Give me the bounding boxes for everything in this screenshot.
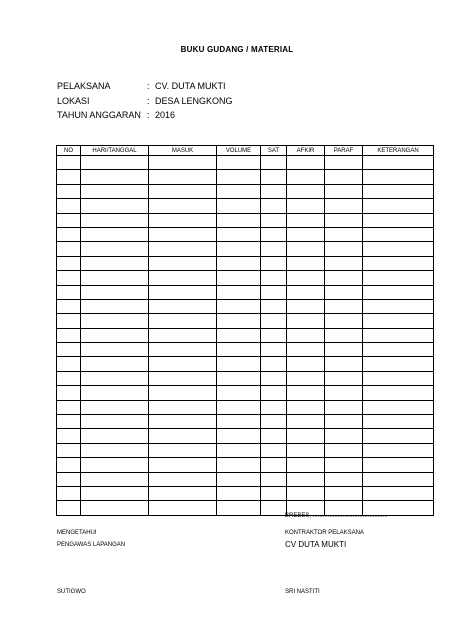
table-cell bbox=[363, 314, 434, 328]
table-cell bbox=[57, 343, 81, 357]
table-cell bbox=[363, 242, 434, 256]
table-cell bbox=[287, 357, 325, 371]
table-cell bbox=[149, 486, 217, 500]
table-cell bbox=[217, 357, 261, 371]
table-cell bbox=[363, 299, 434, 313]
table-cell bbox=[81, 472, 149, 486]
approver-role: MENGETAHUI bbox=[57, 530, 97, 536]
table-row bbox=[57, 458, 434, 472]
table-cell bbox=[287, 285, 325, 299]
header-row bbox=[57, 146, 434, 156]
table-cell bbox=[57, 299, 81, 313]
table-row bbox=[57, 371, 434, 385]
table-row bbox=[57, 328, 434, 342]
table-cell bbox=[217, 156, 261, 170]
contractor-name: SRI NASTITI bbox=[285, 589, 320, 595]
table-cell bbox=[325, 314, 363, 328]
table-cell bbox=[81, 371, 149, 385]
table-cell bbox=[81, 328, 149, 342]
table-row bbox=[57, 299, 434, 313]
table-cell bbox=[81, 400, 149, 414]
table-cell bbox=[57, 213, 81, 227]
table-cell bbox=[325, 227, 363, 241]
table-cell bbox=[149, 184, 217, 198]
table-cell bbox=[149, 443, 217, 457]
table-cell bbox=[57, 458, 81, 472]
table-row bbox=[57, 184, 434, 198]
column-header-hari-tanggal: HARI/TANGGAL bbox=[81, 146, 149, 156]
table-cell bbox=[81, 501, 149, 515]
table-cell bbox=[363, 343, 434, 357]
table-cell bbox=[149, 199, 217, 213]
table-cell bbox=[149, 386, 217, 400]
table-cell bbox=[261, 415, 287, 429]
table-cell bbox=[325, 256, 363, 270]
approver-title: PENGAWAS LAPANGAN bbox=[57, 542, 126, 548]
info-separator: : bbox=[147, 110, 150, 120]
table-cell bbox=[325, 472, 363, 486]
table-cell bbox=[261, 213, 287, 227]
table-cell bbox=[325, 285, 363, 299]
info-row-pelaksana bbox=[57, 79, 233, 94]
table-cell bbox=[57, 314, 81, 328]
table-cell bbox=[325, 400, 363, 414]
table-cell bbox=[261, 357, 287, 371]
table-cell bbox=[149, 429, 217, 443]
table-cell bbox=[287, 314, 325, 328]
table-cell bbox=[363, 371, 434, 385]
table-cell bbox=[81, 314, 149, 328]
table-cell bbox=[287, 371, 325, 385]
table-cell bbox=[217, 199, 261, 213]
table-cell bbox=[149, 357, 217, 371]
table-cell bbox=[81, 184, 149, 198]
info-label: TAHUN ANGGARAN bbox=[57, 110, 141, 120]
table-cell bbox=[149, 256, 217, 270]
table-cell bbox=[81, 386, 149, 400]
table-cell bbox=[287, 343, 325, 357]
contractor-role: KONTRAKTOR PELAKSANA bbox=[285, 530, 364, 536]
table-cell bbox=[217, 429, 261, 443]
table-cell bbox=[57, 242, 81, 256]
table-row bbox=[57, 386, 434, 400]
table-row bbox=[57, 271, 434, 285]
table-row bbox=[57, 199, 434, 213]
table-row bbox=[57, 314, 434, 328]
table-cell bbox=[287, 256, 325, 270]
table-cell bbox=[57, 271, 81, 285]
table-cell bbox=[261, 156, 287, 170]
table-cell bbox=[363, 357, 434, 371]
table-row bbox=[57, 472, 434, 486]
table-cell bbox=[287, 271, 325, 285]
table-cell bbox=[81, 199, 149, 213]
table-cell bbox=[149, 271, 217, 285]
table-cell bbox=[287, 184, 325, 198]
table-cell bbox=[149, 156, 217, 170]
table-cell bbox=[287, 429, 325, 443]
table-cell bbox=[149, 227, 217, 241]
table-cell bbox=[149, 170, 217, 184]
table-cell bbox=[57, 170, 81, 184]
table-cell bbox=[325, 443, 363, 457]
table-cell bbox=[217, 371, 261, 385]
table-cell bbox=[261, 472, 287, 486]
material-ledger-table bbox=[56, 145, 434, 516]
table-cell bbox=[81, 156, 149, 170]
table-cell bbox=[149, 242, 217, 256]
table-cell bbox=[217, 271, 261, 285]
table-cell bbox=[363, 443, 434, 457]
table-cell bbox=[325, 271, 363, 285]
approver-name: SUTIGWO bbox=[57, 589, 86, 595]
table-cell bbox=[325, 299, 363, 313]
table-cell bbox=[81, 170, 149, 184]
table-cell bbox=[81, 486, 149, 500]
table-cell bbox=[325, 415, 363, 429]
table-cell bbox=[57, 184, 81, 198]
table-cell bbox=[287, 486, 325, 500]
table-cell bbox=[261, 314, 287, 328]
table-cell bbox=[149, 343, 217, 357]
info-separator: : bbox=[147, 81, 150, 91]
table-cell bbox=[287, 170, 325, 184]
column-header-no: NO bbox=[57, 146, 81, 156]
table-cell bbox=[57, 415, 81, 429]
table-cell bbox=[261, 501, 287, 515]
table-cell bbox=[217, 415, 261, 429]
table-cell bbox=[57, 328, 81, 342]
table-cell bbox=[287, 400, 325, 414]
table-cell bbox=[81, 271, 149, 285]
column-header-paraf: PARAF bbox=[325, 146, 363, 156]
table-row bbox=[57, 486, 434, 500]
table-cell bbox=[217, 386, 261, 400]
table-cell bbox=[287, 458, 325, 472]
table-cell bbox=[57, 285, 81, 299]
table-cell bbox=[363, 170, 434, 184]
table-cell bbox=[57, 400, 81, 414]
project-info bbox=[57, 79, 233, 123]
table-cell bbox=[363, 458, 434, 472]
table-cell bbox=[261, 443, 287, 457]
table-row bbox=[57, 357, 434, 371]
table-cell bbox=[325, 486, 363, 500]
table-cell bbox=[57, 156, 81, 170]
table-cell bbox=[363, 472, 434, 486]
table-cell bbox=[149, 328, 217, 342]
info-label: PELAKSANA bbox=[57, 81, 111, 91]
table-cell bbox=[81, 299, 149, 313]
table-cell bbox=[261, 299, 287, 313]
table-cell bbox=[81, 256, 149, 270]
table-cell bbox=[261, 184, 287, 198]
table-cell bbox=[287, 328, 325, 342]
column-header-afkir: AFKIR bbox=[287, 146, 325, 156]
table-cell bbox=[363, 400, 434, 414]
table-cell bbox=[325, 429, 363, 443]
table-cell bbox=[261, 486, 287, 500]
table-row bbox=[57, 213, 434, 227]
table-row bbox=[57, 429, 434, 443]
column-header-keterangan: KETERANGAN bbox=[363, 146, 434, 156]
table-cell bbox=[363, 386, 434, 400]
contractor-company: CV DUTA MUKTI bbox=[285, 540, 347, 549]
table-cell bbox=[149, 400, 217, 414]
ledger-body bbox=[57, 156, 434, 516]
table-cell bbox=[325, 156, 363, 170]
table-row bbox=[57, 156, 434, 170]
table-cell bbox=[217, 285, 261, 299]
table-cell bbox=[217, 256, 261, 270]
table-row bbox=[57, 227, 434, 241]
table-cell bbox=[57, 501, 81, 515]
table-cell bbox=[261, 371, 287, 385]
table-cell bbox=[217, 299, 261, 313]
table-row bbox=[57, 170, 434, 184]
table-cell bbox=[261, 328, 287, 342]
table-cell bbox=[217, 242, 261, 256]
table-cell bbox=[217, 486, 261, 500]
table-cell bbox=[287, 299, 325, 313]
table-cell bbox=[81, 213, 149, 227]
table-cell bbox=[363, 184, 434, 198]
table-cell bbox=[261, 400, 287, 414]
info-value: DESA LENGKONG bbox=[155, 95, 233, 106]
table-cell bbox=[217, 443, 261, 457]
table-cell bbox=[325, 328, 363, 342]
table-cell bbox=[363, 156, 434, 170]
table-cell bbox=[57, 227, 81, 241]
table-cell bbox=[363, 486, 434, 500]
table-cell bbox=[81, 429, 149, 443]
table-cell bbox=[287, 213, 325, 227]
table-cell bbox=[363, 199, 434, 213]
table-cell bbox=[363, 328, 434, 342]
table-cell bbox=[57, 256, 81, 270]
table-cell bbox=[261, 256, 287, 270]
page-title: BUKU GUDANG / MATERIAL bbox=[180, 45, 294, 54]
table-cell bbox=[217, 213, 261, 227]
table-cell bbox=[325, 386, 363, 400]
table-cell bbox=[261, 170, 287, 184]
table-cell bbox=[57, 357, 81, 371]
table-cell bbox=[81, 227, 149, 241]
table-cell bbox=[149, 213, 217, 227]
table-cell bbox=[287, 472, 325, 486]
column-header-masuk: MASUK bbox=[149, 146, 217, 156]
table-cell bbox=[81, 285, 149, 299]
table-cell bbox=[57, 472, 81, 486]
table-cell bbox=[325, 242, 363, 256]
table-cell bbox=[261, 199, 287, 213]
table-cell bbox=[287, 227, 325, 241]
table-cell bbox=[325, 199, 363, 213]
table-cell bbox=[261, 271, 287, 285]
table-cell bbox=[363, 415, 434, 429]
table-cell bbox=[149, 285, 217, 299]
table-cell bbox=[217, 170, 261, 184]
table-cell bbox=[217, 314, 261, 328]
table-cell bbox=[287, 443, 325, 457]
table-cell bbox=[57, 486, 81, 500]
table-cell bbox=[57, 429, 81, 443]
table-cell bbox=[325, 184, 363, 198]
table-cell bbox=[217, 501, 261, 515]
table-cell bbox=[261, 429, 287, 443]
table-row bbox=[57, 343, 434, 357]
table-row bbox=[57, 285, 434, 299]
table-cell bbox=[325, 357, 363, 371]
table-cell bbox=[287, 386, 325, 400]
info-separator: : bbox=[147, 95, 150, 106]
table-row bbox=[57, 242, 434, 256]
table-cell bbox=[149, 458, 217, 472]
column-header-sat: SAT bbox=[261, 146, 287, 156]
table-cell bbox=[261, 386, 287, 400]
table-cell bbox=[325, 170, 363, 184]
info-value: CV. DUTA MUKTI bbox=[155, 81, 226, 91]
table-cell bbox=[363, 256, 434, 270]
table-cell bbox=[81, 242, 149, 256]
table-cell bbox=[81, 415, 149, 429]
table-cell bbox=[217, 328, 261, 342]
table-cell bbox=[57, 443, 81, 457]
table-cell bbox=[57, 199, 81, 213]
table-cell bbox=[57, 386, 81, 400]
table-cell bbox=[217, 184, 261, 198]
table-cell bbox=[217, 227, 261, 241]
table-row bbox=[57, 400, 434, 414]
table-cell bbox=[149, 299, 217, 313]
table-cell bbox=[287, 156, 325, 170]
table-cell bbox=[363, 285, 434, 299]
table-cell bbox=[81, 458, 149, 472]
table-cell bbox=[363, 429, 434, 443]
table-cell bbox=[261, 458, 287, 472]
table-cell bbox=[261, 343, 287, 357]
table-cell bbox=[217, 458, 261, 472]
column-header-volume: VOLUME bbox=[217, 146, 261, 156]
info-row-lokasi bbox=[57, 94, 233, 109]
table-cell bbox=[363, 213, 434, 227]
table-cell bbox=[81, 443, 149, 457]
table-cell bbox=[325, 371, 363, 385]
table-cell bbox=[363, 227, 434, 241]
table-cell bbox=[149, 415, 217, 429]
table-cell bbox=[149, 472, 217, 486]
table-row bbox=[57, 256, 434, 270]
table-cell bbox=[325, 213, 363, 227]
table-cell bbox=[325, 343, 363, 357]
table-cell bbox=[149, 314, 217, 328]
table-cell bbox=[149, 371, 217, 385]
table-cell bbox=[261, 227, 287, 241]
table-cell bbox=[81, 343, 149, 357]
info-row-tahun-anggaran bbox=[57, 108, 233, 123]
table-cell bbox=[81, 357, 149, 371]
table-cell bbox=[57, 371, 81, 385]
table-cell bbox=[217, 343, 261, 357]
table-cell bbox=[325, 458, 363, 472]
info-value: 2016 bbox=[155, 110, 176, 120]
table-cell bbox=[363, 271, 434, 285]
place-date-line: BREBES, ............................................. bbox=[285, 513, 388, 519]
table-cell bbox=[261, 285, 287, 299]
table-row bbox=[57, 443, 434, 457]
table-cell bbox=[217, 400, 261, 414]
table-cell bbox=[149, 501, 217, 515]
table-cell bbox=[287, 415, 325, 429]
table-cell bbox=[287, 242, 325, 256]
table-cell bbox=[217, 472, 261, 486]
info-label: LOKASI bbox=[57, 95, 90, 106]
table-cell bbox=[287, 199, 325, 213]
table-cell bbox=[261, 242, 287, 256]
table-row bbox=[57, 415, 434, 429]
